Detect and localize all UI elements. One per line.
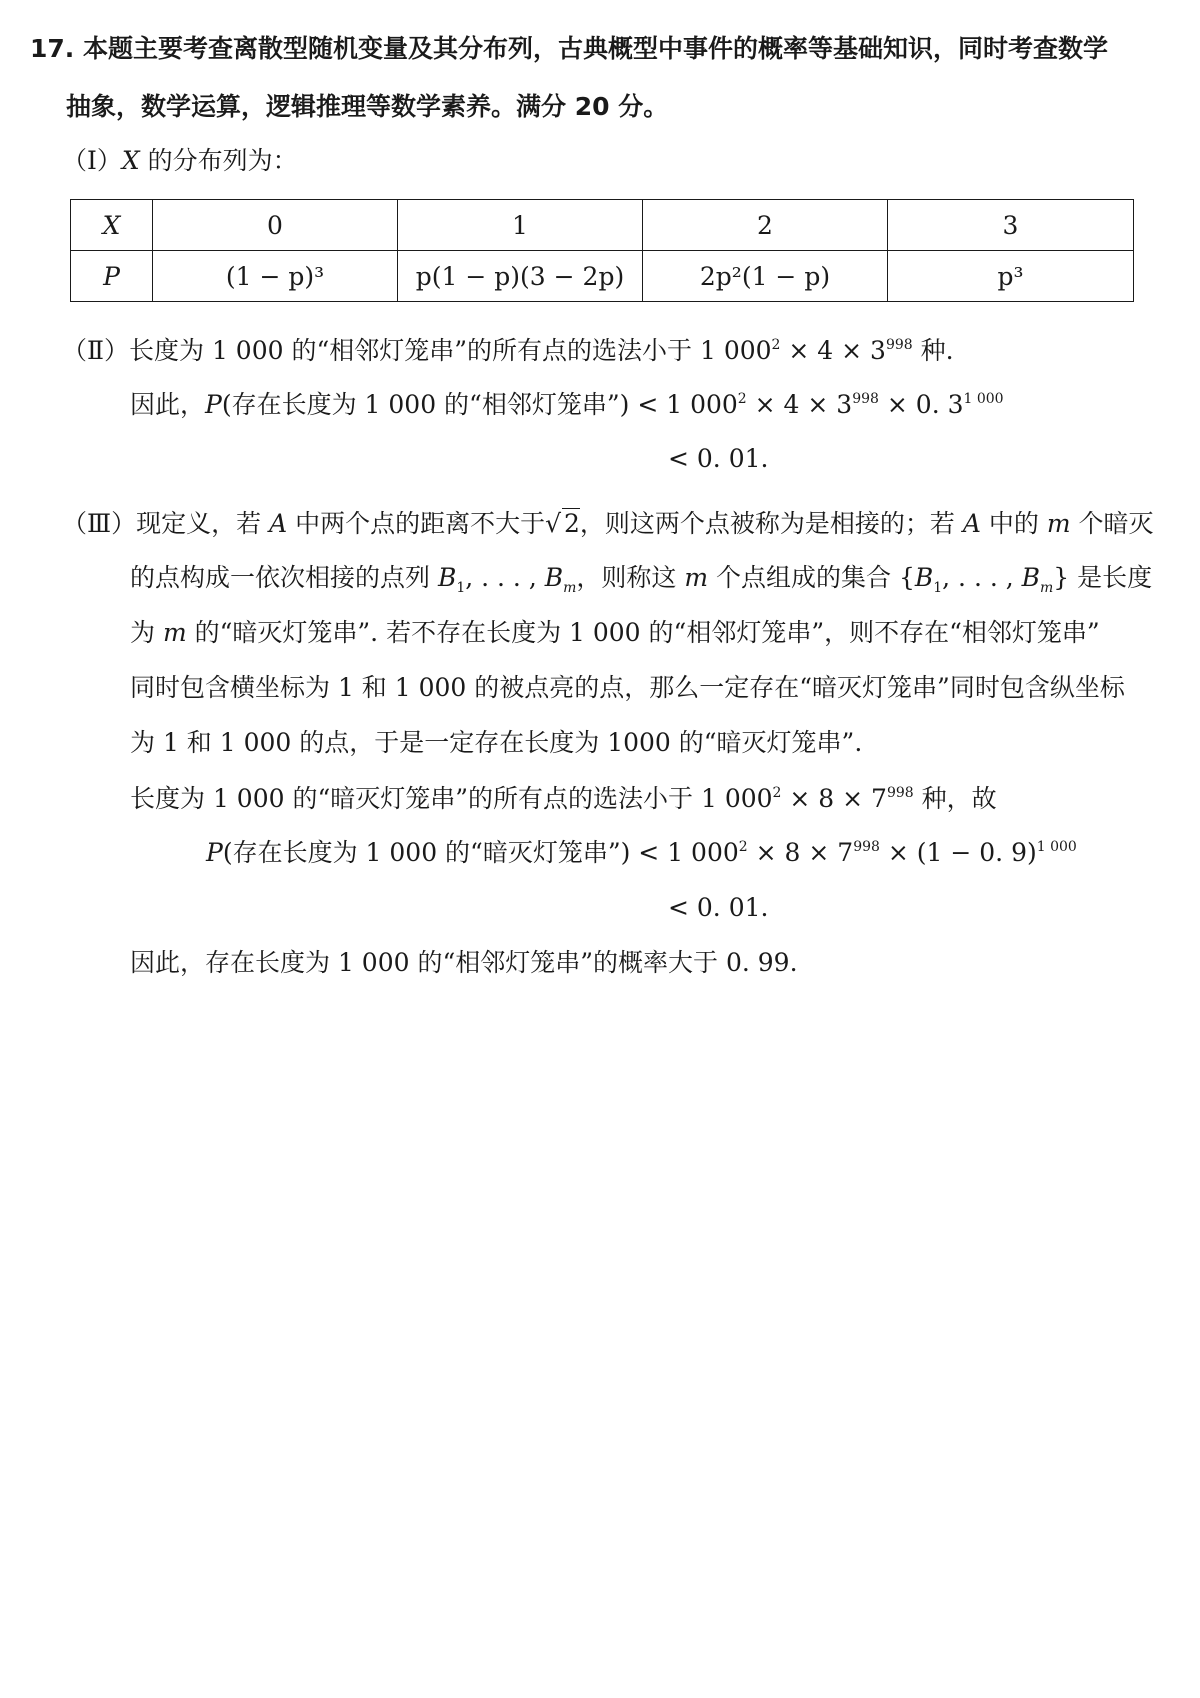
part1-line	[62, 146, 298, 176]
part3-var: m	[162, 618, 187, 647]
part3-sub: m	[563, 580, 577, 596]
part3-text: } 是长度	[1053, 563, 1153, 592]
part3-line3	[130, 618, 1100, 648]
part2-exp: 998	[885, 337, 913, 353]
part3-text: × 8 × 7	[781, 784, 887, 813]
table-cell-p2: 2p²(1 − p)	[643, 251, 888, 302]
part1-text: 的分布列为：	[139, 146, 298, 175]
part3-exp: 2	[738, 839, 748, 855]
part3-var: B	[914, 563, 934, 592]
part2-line2-mid2: × 0. 3	[878, 390, 964, 419]
part3-exp: 998	[853, 839, 880, 855]
part3-line7	[206, 838, 1077, 868]
part3-line6	[130, 784, 997, 814]
table-cell-x2: 2	[643, 200, 888, 251]
problem-intro-text: 本题主要考查离散型随机变量及其分布列，古典概型中事件的概率等基础知识，同时考查数学	[83, 34, 1109, 63]
part1-var: X	[121, 146, 140, 175]
part2-line3: < 0. 01.	[668, 444, 769, 473]
part3-var: B	[1021, 563, 1040, 592]
part3-line5: 为 1 和 1 000 的点，于是一定存在长度为 1000 的“暗灭灯笼串”.	[130, 728, 863, 757]
part3-sub: 1	[456, 580, 466, 596]
table-cell-p1: p(1 − p)(3 − 2p)	[398, 251, 643, 302]
part3-text: 的点构成一依次相接的点列	[130, 563, 438, 592]
table-row-x	[71, 200, 1134, 251]
part2-exp: 2	[771, 337, 781, 353]
part3-text: 长度为 1 000 的“暗灭灯笼串”的所有点的选法小于 1 000	[130, 784, 773, 813]
part3-text: × 8 × 7	[747, 838, 854, 867]
part3-text: , . . . ,	[465, 563, 545, 592]
table-cell-x3: 3	[888, 200, 1134, 251]
part3-sub: m	[1040, 580, 1054, 596]
part3-text: 的“暗灭灯笼串”. 若不存在长度为 1 000 的“相邻灯笼串”，则不存在“相邻灯笼串”	[186, 618, 1100, 647]
table-cell-x0: 0	[153, 200, 398, 251]
part2-exp: 1 000	[963, 391, 1004, 407]
table-header-x: X	[71, 200, 153, 251]
part3-text: 中的	[980, 509, 1047, 538]
part2-line2	[130, 390, 1004, 420]
distribution-table	[70, 199, 1134, 302]
part3-var: m	[1046, 509, 1071, 538]
part3-label: （Ⅲ）	[62, 509, 137, 538]
part3-text: 现定义，若	[136, 509, 270, 538]
sqrt-symbol: √	[545, 509, 562, 538]
part3-text: 种，故	[913, 784, 997, 813]
part3-exp: 1 000	[1036, 839, 1077, 855]
sqrt-radicand: 2	[564, 509, 580, 538]
problem-number: 17.	[30, 34, 75, 63]
part3-exp: 998	[886, 785, 914, 801]
table-cell-p0: (1 − p)³	[153, 251, 398, 302]
part3-line9: 因此，存在长度为 1 000 的“相邻灯笼串”的概率大于 0. 99.	[130, 948, 798, 977]
table-row-p	[71, 251, 1134, 302]
part2-exp: 2	[737, 391, 747, 407]
part1-label: （Ⅰ）	[62, 146, 122, 175]
table-cell-p3: p³	[888, 251, 1134, 302]
part3-text: 个暗灭	[1070, 509, 1154, 538]
part2-line2-P: P	[205, 390, 222, 419]
part3-exp: 2	[772, 785, 782, 801]
part3-text: × (1 − 0. 9)	[879, 838, 1037, 867]
table-cell-x1: 1	[398, 200, 643, 251]
part3-var: B	[544, 563, 564, 592]
part3-text: ，则这两个点被称为是相接的；若	[579, 509, 963, 538]
part2-line1-text: 长度为 1 000 的“相邻灯笼串”的所有点的选法小于 1 000	[129, 336, 772, 365]
part3-var: m	[684, 563, 709, 592]
part3-text: 中两个点的距离不大于	[287, 509, 546, 538]
problem-intro-line2: 抽象，数学运算，逻辑推理等数学素养。满分 20 分。	[66, 92, 669, 121]
part3-text: (存在长度为 1 000 的“暗灭灯笼串”) < 1 000	[222, 838, 739, 867]
part3-sub: 1	[933, 580, 943, 596]
part3-var: P	[206, 838, 223, 867]
part2-line1-end: 种.	[912, 336, 954, 365]
part2-exp: 998	[852, 391, 879, 407]
part3-line2	[130, 563, 1153, 596]
part2-line2-text: (存在长度为 1 000 的“相邻灯笼串”) < 1 000	[221, 390, 738, 419]
part2-label: （Ⅱ）	[62, 336, 129, 365]
part2-line2-prefix: 因此，	[130, 390, 206, 419]
part2-line2-mid: × 4 × 3	[746, 390, 853, 419]
table-header-p: P	[71, 251, 153, 302]
part3-text: , . . . ,	[942, 563, 1022, 592]
part3-text: 个点组成的集合 {	[708, 563, 915, 592]
part2-line1-mid: × 4 × 3	[780, 336, 886, 365]
part3-var: B	[437, 563, 457, 592]
part3-line8: < 0. 01.	[668, 893, 769, 922]
part3-text: ，则称这	[576, 563, 685, 592]
part3-var: A	[962, 509, 981, 538]
part3-line4: 同时包含横坐标为 1 和 1 000 的被点亮的点，那么一定存在“暗灭灯笼串”同时包含纵坐标	[130, 673, 1125, 702]
problem-intro-line1	[30, 34, 1108, 64]
part3-var: A	[269, 509, 288, 538]
part3-text: 为	[130, 618, 163, 647]
part3-line1	[62, 508, 1154, 539]
part2-line1	[62, 336, 954, 366]
